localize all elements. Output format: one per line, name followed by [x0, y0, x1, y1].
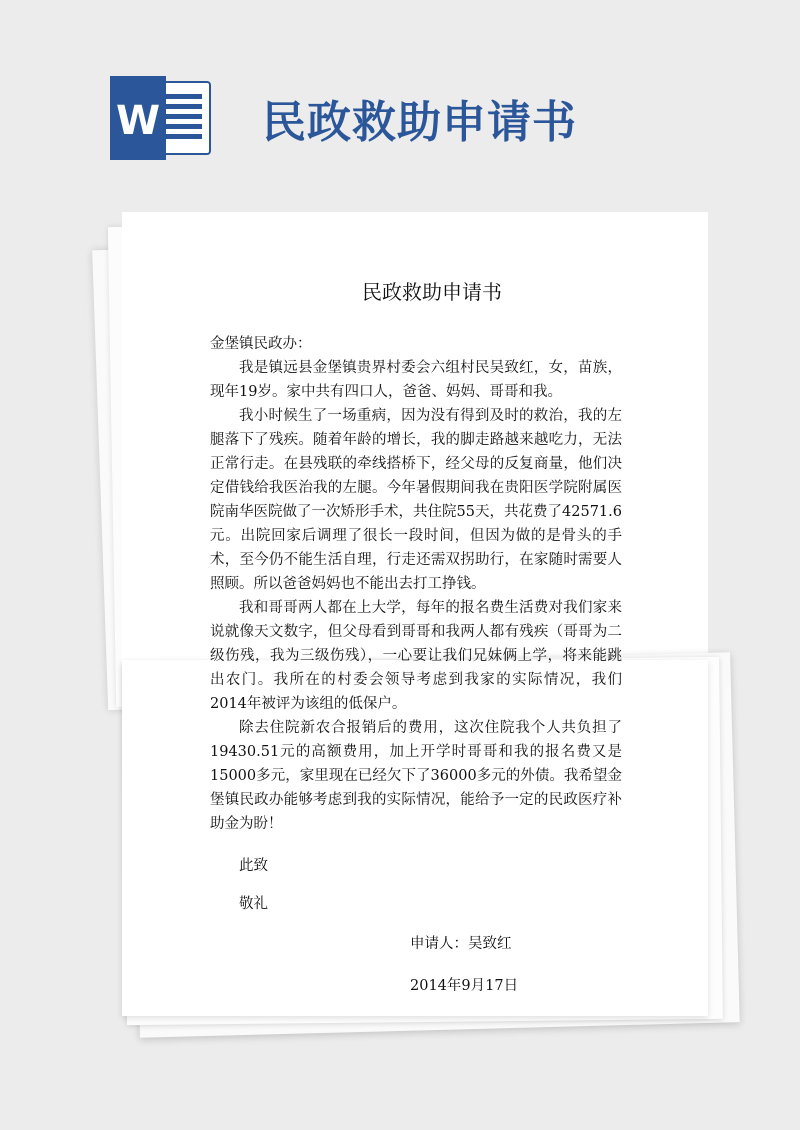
header-area — [0, 0, 800, 240]
page-title: 民政救助申请书 — [262, 97, 577, 148]
document-body — [210, 280, 622, 998]
salutation: 金堡镇民政办： — [210, 336, 312, 352]
signature-date: 2014年9月17日 — [410, 978, 519, 994]
closing-salute: 此致 — [239, 858, 268, 874]
closing-regards: 敬礼 — [239, 896, 268, 912]
svg-text:W: W — [115, 98, 161, 144]
document-title: 民政救助申请书 — [362, 280, 502, 304]
paragraph-1: 我是镇远县金堡镇贵界村委会六组村民吴致红，女，苗族，现年19岁。家中共有四口人，爸爸、妈妈、哥哥和我。 — [210, 360, 622, 400]
paragraph-3: 我和哥哥两人都在上大学，每年的报名费生活费对我们家来说就像天文数字，但父母看到哥哥和我两人都有残疾（哥哥为二级伤残，我为三级伤残），一心要让我们兄妹俩上学，将来能跳出农门。我所在的村委会领导考虑到我家的实际情况，我们2014年被评为该组的低保户。 — [210, 600, 622, 712]
applicant-signature: 申请人：吴致红 — [410, 936, 512, 952]
paragraph-4: 除去住院新农合报销后的费用，这次住院我个人共负担了19430.51元的高额费用，加上开学时哥哥和我的报名费又是15000多元，家里现在已经欠下了36000多元的外债。我希望金堡镇民政办能够考虑到我的实际情况，能给予一定的民政医疗补助金为盼！ — [210, 720, 622, 832]
word-document-icon — [108, 76, 214, 160]
paragraph-2: 我小时候生了一场重病，因为没有得到及时的救治，我的左腿落下了残疾。随着年龄的增长，我的脚走路越来越吃力，无法正常行走。在县残联的牵线搭桥下，经父母的反复商量，他们决定借钱给我医治我的左腿。今年暑假期间我在贵阳医学院附属医院南华医院做了一次矫形手术，共住院55天，共花费了42571.6元。出院回家后调理了很长一段时间，但因为做的是骨头的手术，至今仍不能生活自理，行走还需双拐助行，在家随时需要人照顾。所以爸爸妈妈也不能出去打工挣钱。 — [210, 408, 622, 592]
